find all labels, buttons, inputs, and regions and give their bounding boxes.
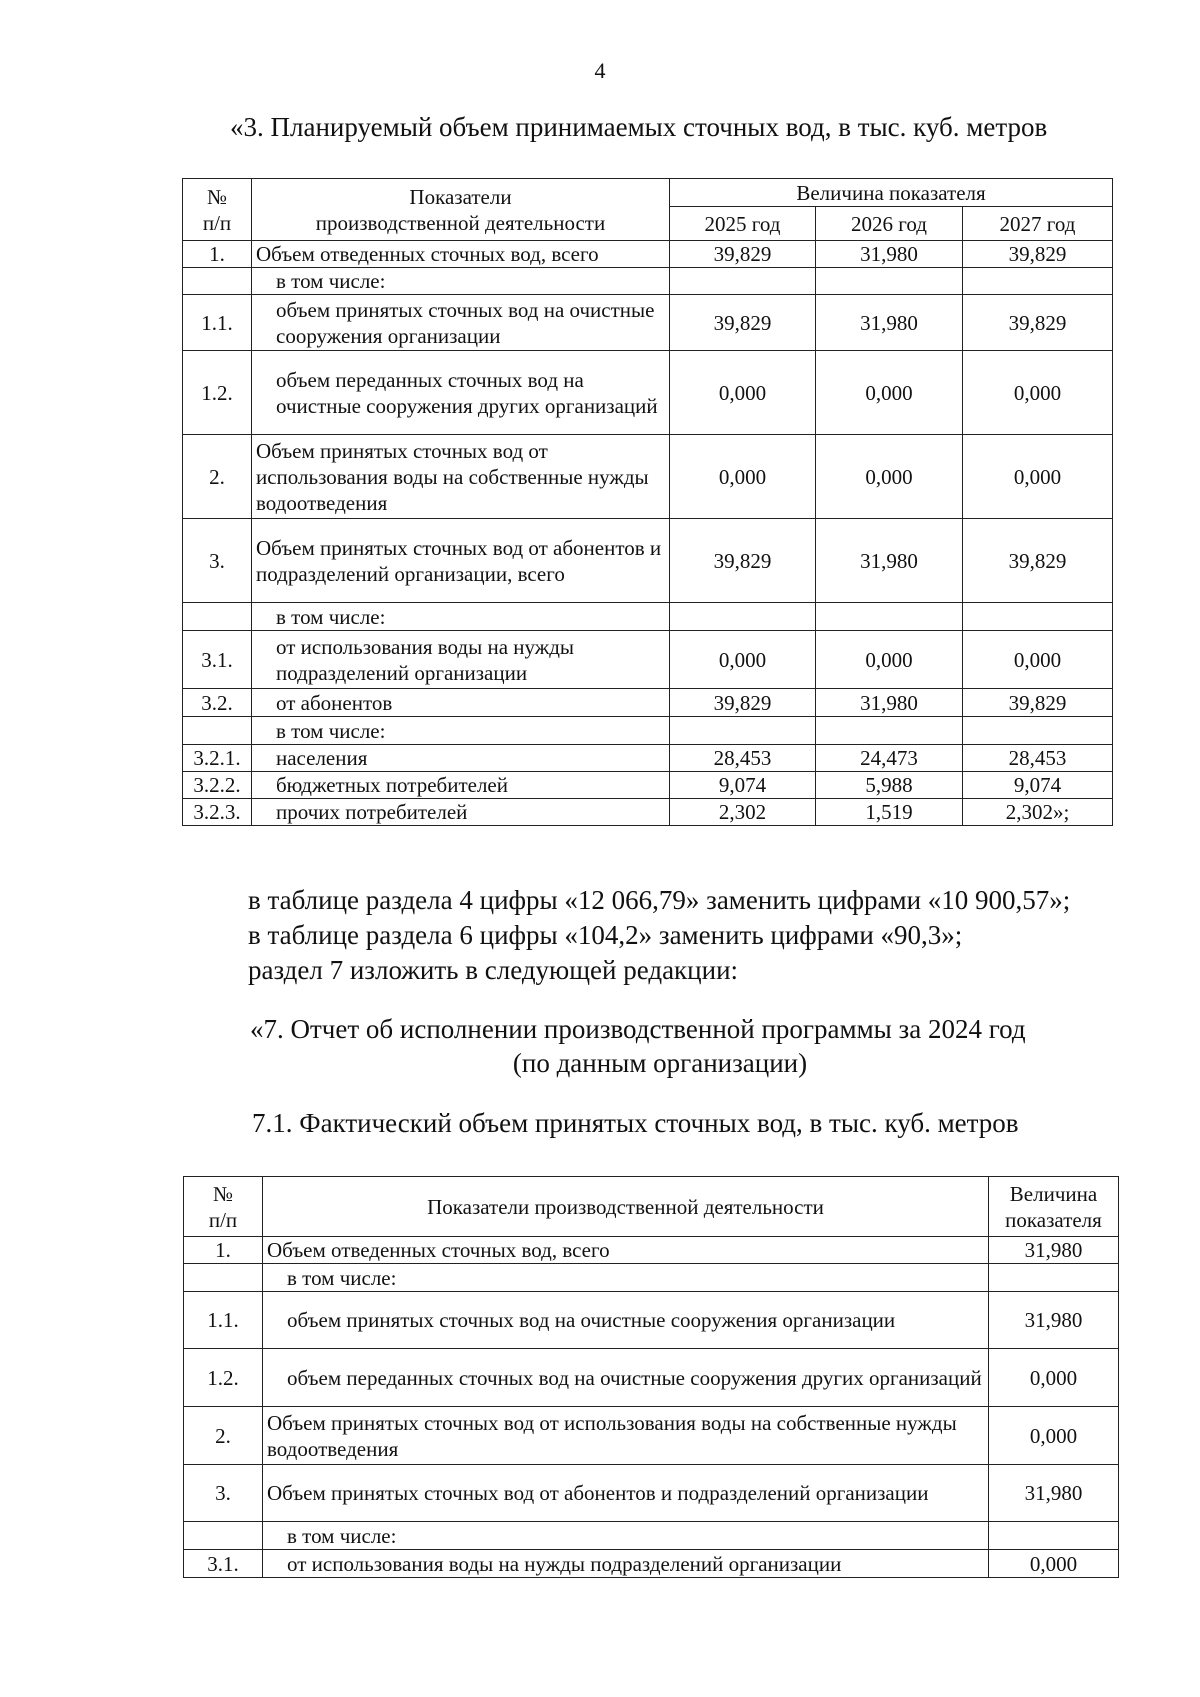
row-num: 1. [183,241,252,268]
row-value: 9,074 [963,772,1113,799]
table-row [183,631,1113,689]
table-row [184,1349,1119,1407]
table-row [184,1292,1119,1349]
row-num: 1. [184,1237,263,1264]
row-label: объем переданных сточных вод на очистные сооружения других организаций [263,1349,989,1407]
row-num: 3.1. [184,1550,263,1578]
row-value: 28,453 [963,745,1113,772]
row-label: в том числе: [252,603,670,631]
row-value [816,717,963,745]
row-num [183,268,252,295]
table-row [183,603,1113,631]
header-value-line1: Величина [1009,1181,1098,1206]
row-value: 39,829 [670,241,816,268]
row-value: 0,000 [816,631,963,689]
row-num: 3.2. [183,689,252,717]
table-row [183,241,1113,268]
table-row [183,268,1113,295]
row-value: 0,000 [670,351,816,435]
row-label: в том числе: [252,717,670,745]
row-num [183,717,252,745]
row-num: 1.2. [184,1349,263,1407]
row-value [816,603,963,631]
row-label: в том числе: [252,268,670,295]
row-value: 0,000 [963,351,1113,435]
row-value [816,268,963,295]
row-value: 0,000 [816,435,963,519]
row-label: бюджетных потребителей [252,772,670,799]
table-row [184,1264,1119,1292]
row-value: 1,519 [816,799,963,826]
header-num [183,179,252,241]
row-num: 1.1. [184,1292,263,1349]
header-indicator: Показатели производственной деятельности [263,1177,989,1237]
amendment-line: в таблице раздела 4 цифры «12 066,79» заменить цифрами «10 900,57»; [248,885,1071,915]
row-value: 39,829 [963,689,1113,717]
table1-title: «3. Планируемый объем принимаемых сточных вод, в тыс. куб. метров [230,112,1048,142]
row-label: Объем принятых сточных вод от использования воды на собственные нужды водоотведения [252,435,670,519]
row-num: 2. [183,435,252,519]
header-indicator-line2: производственной деятельности [315,210,606,235]
table-row [184,1522,1119,1550]
header-indicator-line1: Показатели [409,184,512,209]
planned-wastewater-table [182,178,1113,826]
row-label: Объем отведенных сточных вод, всего [252,241,670,268]
row-value: 5,988 [816,772,963,799]
row-label: в том числе: [263,1264,989,1292]
row-value: 0,000 [989,1349,1119,1407]
row-value: 39,829 [963,519,1113,603]
row-value: 31,980 [989,1237,1119,1264]
row-value: 31,980 [989,1465,1119,1522]
section71-title: 7.1. Фактический объем принятых сточных вод, в тыс. куб. метров [252,1108,1019,1138]
row-label: от использования воды на нужды подразделений организации [252,631,670,689]
table-row [183,519,1113,603]
row-num [184,1522,263,1550]
header-num-line1: № [212,1181,234,1206]
row-value: 39,829 [670,689,816,717]
header-num [184,1177,263,1237]
table-row [183,772,1113,799]
row-label: объем принятых сточных вод на очистные сооружения организации [263,1292,989,1349]
amendment-line: в таблице раздела 6 цифры «104,2» заменить цифрами «90,3»; [248,920,963,950]
table-row [184,1550,1119,1578]
row-label: от абонентов [252,689,670,717]
row-value [963,717,1113,745]
row-value: 31,980 [816,295,963,351]
row-value [989,1264,1119,1292]
header-year-2025: 2025 год [670,207,816,241]
row-value [989,1522,1119,1550]
row-value: 31,980 [816,519,963,603]
row-value: 39,829 [670,519,816,603]
row-value: 0,000 [670,631,816,689]
row-num: 2. [184,1407,263,1465]
row-value: 2,302 [670,799,816,826]
row-label: в том числе: [263,1522,989,1550]
section7-subtitle: (по данным организации) [512,1048,808,1078]
header-year-2027: 2027 год [963,207,1113,241]
row-value: 0,000 [989,1407,1119,1465]
header-num-line2: п/п [202,210,232,235]
row-label: Объем принятых сточных вод от абонентов и подразделений организации, всего [252,519,670,603]
row-value: 31,980 [989,1292,1119,1349]
row-label: объем принятых сточных вод на очистные сооружения организации [252,295,670,351]
header-num-line2: п/п [208,1207,238,1232]
row-num: 3.2.2. [183,772,252,799]
row-num: 3.1. [183,631,252,689]
row-num: 3.2.3. [183,799,252,826]
row-num: 1.2. [183,351,252,435]
row-value: 0,000 [963,631,1113,689]
header-value-group: Величина показателя [670,179,1113,207]
page-number: 4 [594,58,606,83]
header-value-line2: показателя [1005,1207,1102,1232]
row-label: Объем принятых сточных вод от абонентов и подразделений организации [263,1465,989,1522]
row-label: населения [252,745,670,772]
table-row [183,689,1113,717]
row-value: 31,980 [816,689,963,717]
row-value: 28,453 [670,745,816,772]
row-value: 2,302»; [963,799,1113,826]
row-value: 0,000 [816,351,963,435]
row-value: 31,980 [816,241,963,268]
row-num: 1.1. [183,295,252,351]
row-label: Объем отведенных сточных вод, всего [263,1237,989,1264]
table-row [183,799,1113,826]
row-value [963,268,1113,295]
table-row [184,1407,1119,1465]
table-row [184,1237,1119,1264]
row-value: 39,829 [963,241,1113,268]
row-value: 39,829 [670,295,816,351]
row-value: 0,000 [670,435,816,519]
table-row [183,435,1113,519]
row-value: 9,074 [670,772,816,799]
row-value: 39,829 [963,295,1113,351]
header-year-2026: 2026 год [816,207,963,241]
row-value [670,603,816,631]
row-num: 3. [183,519,252,603]
row-label: от использования воды на нужды подразделений организации [263,1550,989,1578]
row-label: прочих потребителей [252,799,670,826]
table-row [183,745,1113,772]
row-value [670,268,816,295]
row-value: 24,473 [816,745,963,772]
header-indicator [252,179,670,241]
section7-title: «7. Отчет об исполнении производственной программы за 2024 год [250,1014,1026,1044]
row-label: объем переданных сточных вод на очистные сооружения других организаций [252,351,670,435]
row-value [963,603,1113,631]
row-num: 3.2.1. [183,745,252,772]
row-num: 3. [184,1465,263,1522]
amendment-line: раздел 7 изложить в следующей редакции: [248,955,739,985]
actual-wastewater-table [183,1176,1119,1578]
row-num [183,603,252,631]
row-label: Объем принятых сточных вод от использования воды на собственные нужды водоотведения [263,1407,989,1465]
row-value: 0,000 [963,435,1113,519]
header-value [989,1177,1119,1237]
row-value: 0,000 [989,1550,1119,1578]
table-row [183,295,1113,351]
row-num [184,1264,263,1292]
row-value [670,717,816,745]
table-row [184,1465,1119,1522]
table-row [183,351,1113,435]
header-num-line1: № [206,184,228,209]
table-row [183,717,1113,745]
